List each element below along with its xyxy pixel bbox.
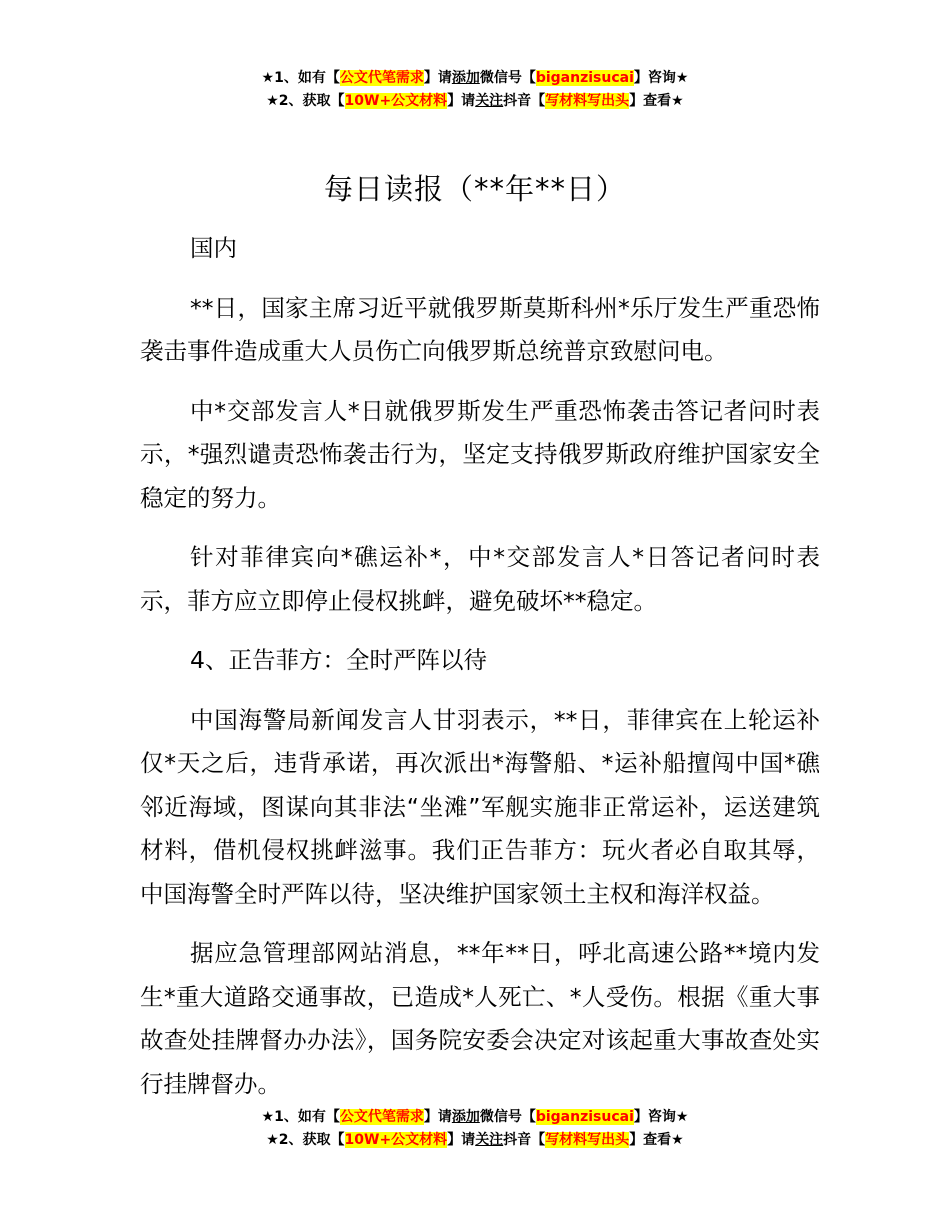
header-promo-banner: [0, 67, 950, 113]
promo-line-2: ★2、获取【10W+公文材料】请关注抖音【写材料写出头】查看★: [266, 93, 684, 109]
document-body: [140, 227, 820, 1122]
highlight-douyin-account: 写材料写出头: [545, 1132, 630, 1148]
highlight-wechat-id: biganzisucai: [535, 1109, 634, 1125]
numbered-subheading: 4、正告菲方：全时严阵以待: [190, 646, 487, 674]
promo-line-1: ★1、如有【公文代笔需求】请添加微信号【biganzisucai】咨询★: [261, 1109, 689, 1125]
highlight-materials: 10W+公文材料: [344, 93, 448, 109]
highlight-wechat-id: biganzisucai: [535, 70, 634, 86]
paragraph: 中*交部发言人*日就俄罗斯发生严重恐怖袭击答记者问时表示，*强烈谴责恐怖袭击行为，坚定支持俄罗斯政府维护国家安全稳定的努力。: [140, 396, 820, 512]
highlight-materials: 10W+公文材料: [344, 1132, 448, 1148]
paragraph: 据应急管理部网站消息，**年**日，呼北高速公路**境内发生*重大道路交通事故，已造成*人死亡、*人受伤。根据《重大事故查处挂牌督办办法》，国务院安委会决定对该起重大事故查处实行挂牌督办。: [140, 939, 820, 1098]
section-heading-domestic: 国内: [190, 234, 237, 262]
paragraph: 针对菲律宾向*礁运补*，中*交部发言人*日答记者问时表示，菲方应立即停止侵权挑衅，避免破坏**稳定。: [140, 543, 820, 615]
promo-line-2: ★2、获取【10W+公文材料】请关注抖音【写材料写出头】查看★: [266, 1132, 684, 1148]
highlight-douyin-account: 写材料写出头: [545, 93, 630, 109]
paragraph: 中国海警局新闻发言人甘羽表示，**日，菲律宾在上轮运补仅*天之后，违背承诺，再次派出*海警船、*运补船擅闯中国*礁邻近海域，图谋向其非法“坐滩”军舰实施非正常运补，运送建筑材料，借机侵权挑衅滋事。我们正告菲方：玩火者必自取其辱，中国海警全时严阵以待，坚决维护国家领土主权和海洋权益。: [140, 705, 820, 908]
paragraph: **日，国家主席习近平就俄罗斯莫斯科州*乐厅发生严重恐怖袭击事件造成重大人员伤亡向俄罗斯总统普京致慰问电。: [140, 293, 820, 365]
promo-line-1: ★1、如有【公文代笔需求】请添加微信号【biganzisucai】咨询★: [261, 70, 689, 86]
document-title: 每日读报（**年**日）: [323, 172, 626, 206]
footer-promo-banner: [0, 1106, 950, 1152]
highlight-writing-service: 公文代笔需求: [339, 1109, 424, 1125]
highlight-writing-service: 公文代笔需求: [339, 70, 424, 86]
